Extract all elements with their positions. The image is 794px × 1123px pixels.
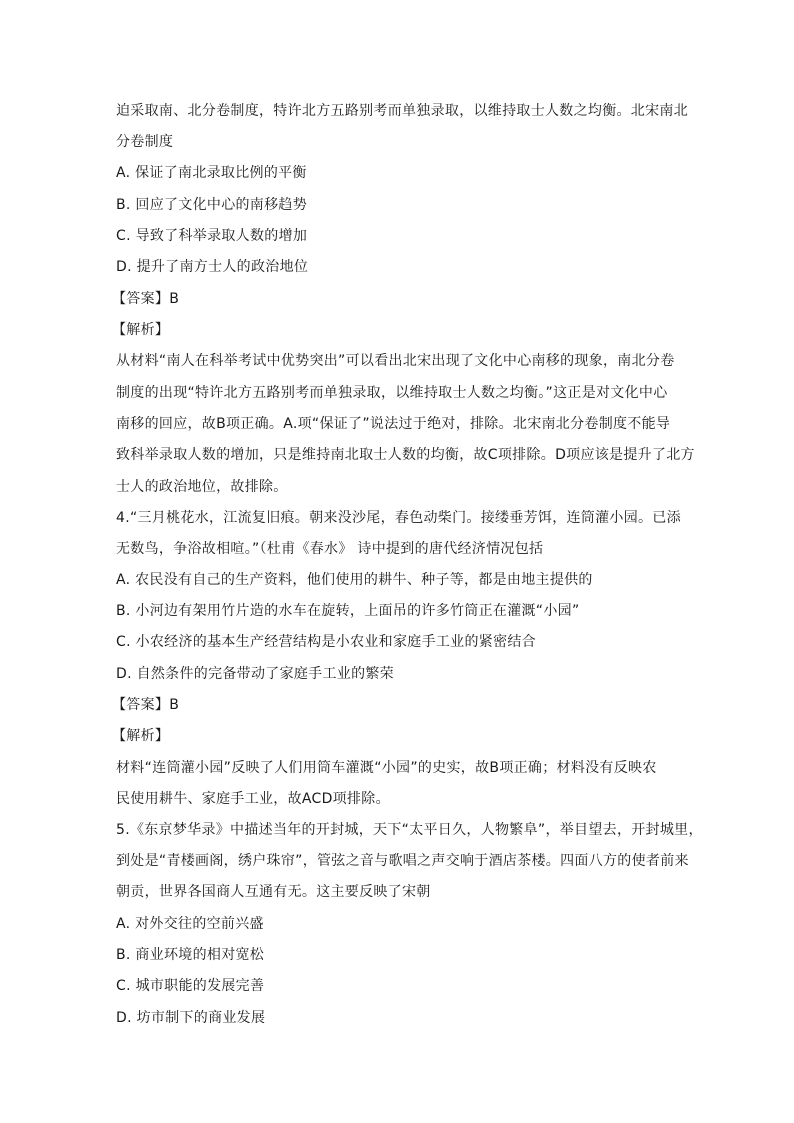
q5-option-d: D. 坊市制下的商业发展 — [116, 1010, 266, 1026]
q3-analysis-line-3: 南移的回应，故B项正确。A.项“保证了”说法过于绝对，排除。北宋南北分卷制度不能导 — [116, 416, 671, 432]
q5-stem-line-2: 到处是“青楼画阁，绣户珠帘”，管弦之音与歌唱之声交响于酒店茶楼。四面八方的使者前来 — [116, 853, 689, 869]
q3-analysis-label: 【解析】 — [112, 322, 170, 338]
q4-option-d: D. 自然条件的完备带动了家庭手工业的繁荣 — [116, 666, 394, 682]
q5-option-a: A. 对外交往的空前兴盛 — [116, 916, 264, 932]
q4-stem-line-1: 4.“三月桃花水，江流复旧痕。朝来没沙尾，春色动柴门。接缕垂芳饵，连筒灌小园。已添 — [116, 510, 681, 526]
q4-analysis-line-1: 材料“连筒灌小园”反映了人们用筒车灌溉“小园”的史实，故B项正确；材料没有反映农 — [116, 760, 657, 776]
q5-stem-line-1: 5.《东京梦华录》中描述当年的开封城，天下“太平日久，人物繁阜”，举目望去，开封城里， — [116, 822, 703, 838]
q5-stem-line-3: 朝贡，世界各国商人互通有无。这主要反映了宋朝 — [116, 884, 431, 900]
q3-option-a: A. 保证了南北录取比例的平衡 — [116, 165, 307, 181]
q3-analysis-line-5: 士人的政治地位，故排除。 — [116, 479, 288, 495]
q3-option-d: D. 提升了南方士人的政治地位 — [116, 259, 309, 275]
q4-option-a: A. 农民没有自己的生产资料，他们使用的耕牛、种子等，都是由地主提供的 — [116, 572, 593, 588]
q5-option-b: B. 商业环境的相对宽松 — [116, 947, 265, 963]
q3-option-c: C. 导致了科举录取人数的增加 — [116, 228, 308, 244]
q4-option-c: C. 小农经济的基本生产经营结构是小农业和家庭手工业的紧密结合 — [116, 634, 536, 650]
q4-stem-line-2: 无数鸟，争浴故相喧。”（杜甫《春水》 诗中提到的唐代经济情况包括 — [116, 541, 544, 557]
q3-stem-line-1: 迫采取南、北分卷制度，特许北方五路别考而单独录取，以维持取士人数之均衡。北宋南北 — [116, 103, 688, 119]
q5-option-c: C. 城市职能的发展完善 — [116, 978, 265, 994]
q3-analysis-line-1: 从材料“南人在科举考试中优势突出”可以看出北宋出现了文化中心南移的现象，南北分卷 — [116, 353, 675, 369]
q4-analysis-label: 【解析】 — [112, 728, 170, 744]
q3-stem-line-2: 分卷制度 — [116, 134, 174, 150]
q4-analysis-line-2: 民使用耕牛、家庭手工业，故ACD项排除。 — [116, 791, 390, 807]
q3-analysis-line-2: 制度的出现“特许北方五路别考而单独录取，以维持取士人数之均衡。”这正是对文化中心 — [116, 385, 668, 401]
q4-option-b: B. 小河边有架用竹片造的水车在旋转，上面吊的许多竹筒正在灌溉“小园” — [116, 603, 580, 619]
q3-answer: 【答案】B — [112, 291, 180, 307]
q3-analysis-line-4: 致科举录取人数的增加，只是维持南北取士人数的均衡，故C项排除。D项应该是提升了北方 — [116, 447, 695, 463]
q4-answer: 【答案】B — [112, 697, 180, 713]
q3-option-b: B. 回应了文化中心的南移趋势 — [116, 197, 308, 213]
